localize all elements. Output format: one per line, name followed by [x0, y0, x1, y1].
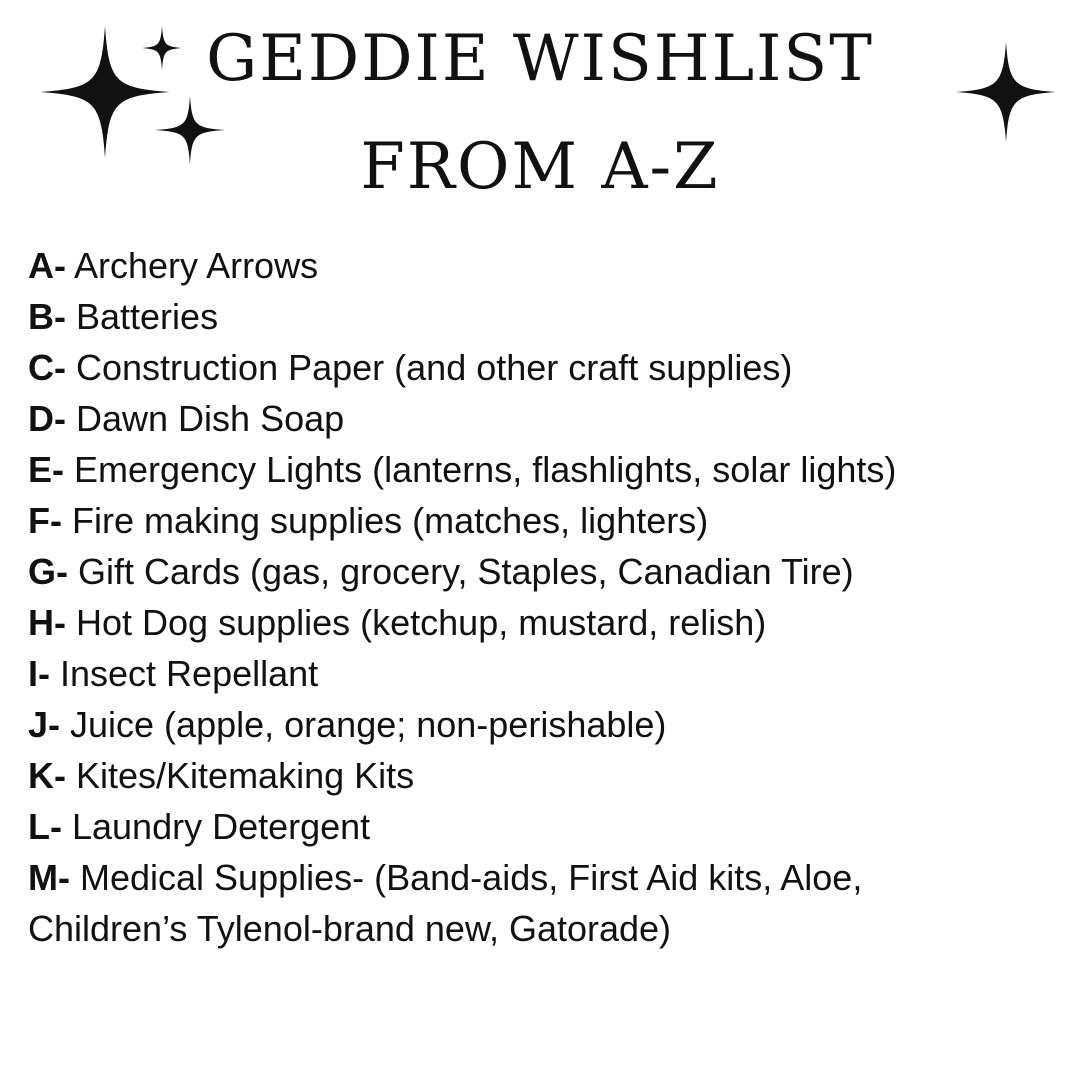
- item-text: Archery Arrows: [66, 245, 319, 286]
- item-text: Fire making supplies (matches, lighters): [61, 500, 709, 541]
- item-letter: M-: [28, 857, 70, 898]
- item-letter: A-: [28, 245, 66, 286]
- page-title-line-2: FROM A-Z: [360, 130, 720, 204]
- wishlist: [28, 240, 1058, 954]
- item-letter: L-: [28, 806, 62, 847]
- item-text: Medical Supplies- (Band-aids, First Aid kits, Aloe,: [69, 857, 863, 898]
- item-letter: D-: [28, 398, 66, 439]
- item-text: Gift Cards (gas, grocery, Staples, Canadian Tire): [68, 551, 854, 592]
- list-item: [28, 546, 1058, 597]
- item-text: Hot Dog supplies (ketchup, mustard, relish): [66, 602, 767, 643]
- item-text: Construction Paper (and other craft supplies): [66, 347, 793, 388]
- item-letter: K-: [28, 755, 66, 796]
- item-letter: C-: [28, 347, 66, 388]
- item-text: Dawn Dish Soap: [66, 398, 345, 439]
- list-item-continuation: Children’s Tylenol-brand new, Gatorade): [28, 908, 672, 949]
- list-item: [28, 393, 1058, 444]
- item-letter: F-: [28, 500, 62, 541]
- item-letter: B-: [28, 296, 66, 337]
- item-letter: E-: [28, 449, 64, 490]
- list-item: [28, 444, 1058, 495]
- item-text: Kites/Kitemaking Kits: [66, 755, 415, 796]
- list-item: [28, 291, 1058, 342]
- list-item: [28, 699, 1058, 750]
- list-item: [28, 801, 1058, 852]
- list-item: [28, 648, 1058, 699]
- list-item: [28, 495, 1058, 546]
- list-item: [28, 240, 1058, 291]
- item-text: Batteries: [66, 296, 219, 337]
- list-item: [28, 852, 1058, 903]
- item-letter: I-: [28, 653, 50, 694]
- item-letter: G-: [28, 551, 68, 592]
- item-text: Emergency Lights (lanterns, flashlights, solar lights): [64, 449, 897, 490]
- item-letter: J-: [28, 704, 61, 745]
- item-text: Laundry Detergent: [61, 806, 371, 847]
- item-letter: H-: [28, 602, 66, 643]
- list-item: [28, 750, 1058, 801]
- list-item: [28, 597, 1058, 648]
- item-text: Juice (apple, orange; non-perishable): [60, 704, 667, 745]
- list-item: [28, 342, 1058, 393]
- item-text: Insect Repellant: [50, 653, 319, 694]
- page-title-line-1: GEDDIE WISHLIST: [206, 22, 874, 96]
